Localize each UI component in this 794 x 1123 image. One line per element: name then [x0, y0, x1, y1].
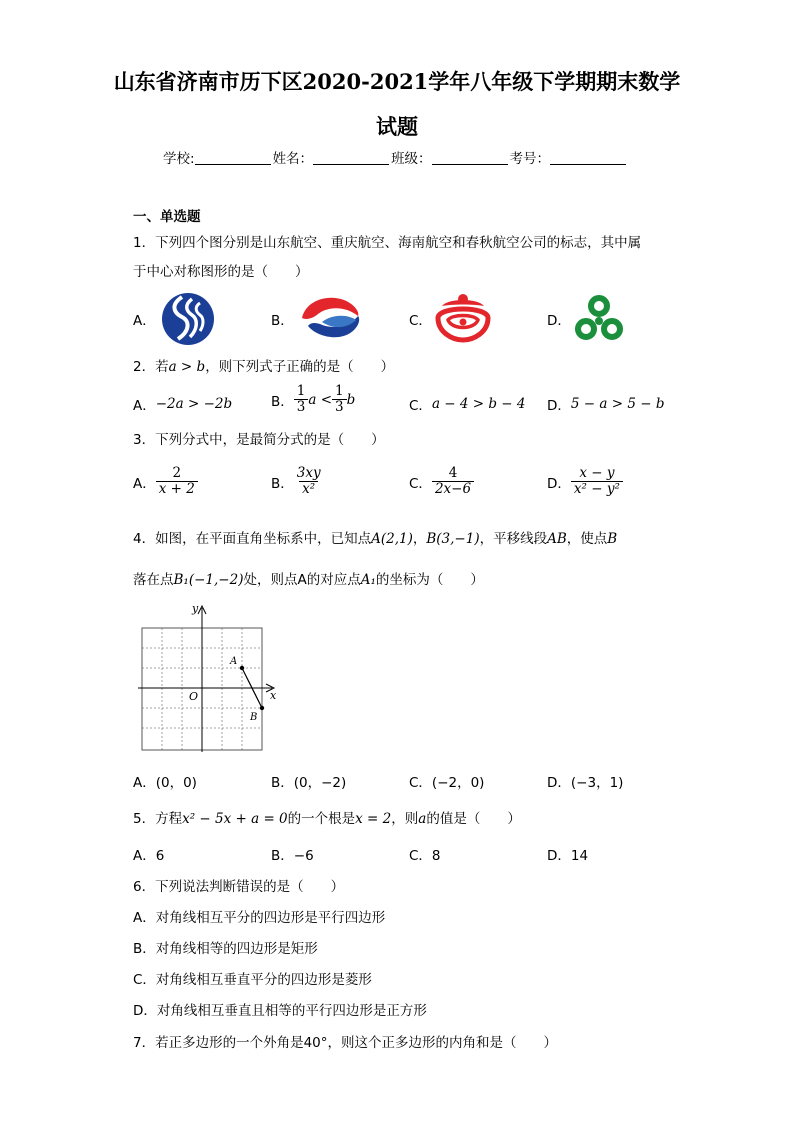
q4-segment: AB — [547, 531, 567, 547]
q2-option-b-label: B． — [271, 393, 294, 410]
q3-option-b[interactable] — [271, 466, 324, 497]
class-label: 班级： — [391, 151, 432, 167]
school-blank[interactable] — [195, 150, 271, 165]
q4-line1-post: ，使点 — [566, 531, 608, 547]
q1-option-b-label[interactable]: B． — [271, 313, 294, 329]
q3-c-frac — [432, 466, 474, 497]
q3-b-den: x² — [299, 481, 318, 497]
q4-line2-post: 的坐标为（ ） — [375, 572, 484, 588]
q4-stem-line1 — [133, 530, 617, 548]
q5-option-a[interactable]: A．6 — [133, 848, 165, 864]
q5-stem-pre: 5．方程 — [133, 811, 183, 827]
q2-option-d-expr: 5 − a > 5 − b — [570, 396, 665, 412]
q4-stem-line2 — [133, 571, 484, 589]
q3-option-d[interactable] — [547, 466, 623, 497]
q2-b-frac2-den: 3 — [332, 399, 347, 415]
q4-line1-mid: ，平移线段 — [479, 531, 548, 547]
q4-point-b-ref: B — [607, 531, 618, 547]
q4-b-label: B — [250, 712, 258, 723]
q1-stem-line1: 1．下列四个图分别是山东航空、重庆航空、海南航空和春秋航空公司的标志，其中属 — [133, 235, 642, 251]
q3-option-d-label: D． — [547, 475, 571, 492]
q3-b-num: 3xy — [296, 465, 321, 481]
q3-d-den: x² − y² — [571, 481, 623, 497]
q6-option-a[interactable]: A．对角线相互平分的四边形是平行四边形 — [133, 910, 386, 926]
q3-b-frac — [294, 466, 324, 497]
q4-option-c[interactable]: C．(−2，0) — [409, 775, 485, 791]
q3-c-den: 2x−6 — [432, 481, 474, 497]
q4-option-d[interactable]: D．(−3，1) — [547, 775, 624, 791]
q7-stem: 7．若正多边形的一个外角是40°，则这个正多边形的内角和是（ ） — [133, 1035, 558, 1051]
q2-option-b[interactable] — [271, 384, 355, 415]
q6-option-b[interactable]: B．对角线相等的四边形是矩形 — [133, 941, 318, 957]
q2-b-frac1 — [294, 384, 309, 415]
q2-option-d-label: D． — [547, 398, 571, 414]
q2-condition: a > b — [168, 359, 206, 375]
q2-option-c-label: C． — [409, 398, 432, 414]
q2-b-frac1-num: 1 — [296, 383, 306, 399]
section-heading: 一、单选题 — [133, 209, 201, 225]
q3-a-den: x + 2 — [156, 481, 198, 497]
q5-stem — [133, 810, 521, 828]
spring-airlines-logo — [572, 294, 626, 344]
q5-equation: x² − 5x + a = 0 — [182, 811, 288, 827]
q4-point-a1: A₁ — [360, 572, 376, 588]
q2-option-c[interactable] — [409, 394, 526, 414]
q6-option-c[interactable]: C．对角线相互垂直平分的四边形是菱形 — [133, 972, 372, 988]
q2-option-a-expr: −2a > −2b — [155, 396, 233, 412]
q2-stem-pre: 2．若 — [133, 359, 169, 375]
exam-number-blank[interactable] — [550, 150, 626, 165]
q5-root: x = 2 — [355, 811, 392, 827]
q4-coordinate-graph — [132, 600, 282, 756]
page-title-line1: 山东省济南市历下区2020-2021学年八年级下学期期末数学 — [113, 69, 681, 94]
q5-stem-mid: 的一个根是 — [287, 811, 356, 827]
q5-stem-mid2: ，则 — [391, 811, 419, 827]
q1-stem-line2: 于中心对称图形的是（ ） — [133, 264, 309, 280]
q1-option-d-label[interactable]: D． — [547, 313, 571, 329]
q4-line2-pre: 落在点 — [133, 572, 174, 588]
q4-option-b[interactable]: B．(0，−2) — [271, 775, 347, 791]
q5-option-d[interactable]: D．14 — [547, 848, 589, 864]
exam-number-label: 考号： — [509, 151, 551, 167]
class-blank[interactable] — [432, 150, 508, 165]
student-info-row — [163, 147, 628, 167]
q2-b-frac2 — [332, 384, 347, 415]
q4-line2-mid: 处，则点A的对应点 — [243, 572, 361, 588]
q3-d-frac — [571, 466, 623, 497]
q4-line1-pre: 4．如图，在平面直角坐标系中，已知点 — [133, 531, 372, 547]
q4-point-b: B(3,−1) — [426, 531, 480, 547]
q2-option-a[interactable] — [133, 394, 232, 414]
q6-stem: 6．下列说法判断错误的是（ ） — [133, 879, 345, 895]
q5-stem-post: 的值是（ ） — [426, 811, 521, 827]
q2-b-frac2-num: 1 — [335, 383, 344, 399]
q2-option-a-label: A． — [133, 398, 156, 414]
q4-point-b1: B₁(−1,−2) — [173, 572, 244, 588]
q4-a-label: A — [230, 656, 238, 667]
q6-option-d[interactable]: D．对角线相互垂直且相等的平行四边形是正方形 — [133, 1003, 427, 1019]
q2-option-d[interactable] — [547, 394, 664, 414]
q4-x-label: x — [270, 689, 277, 702]
q1-option-a-label[interactable]: A． — [133, 313, 156, 329]
q4-y-label: y — [192, 602, 199, 615]
q1-option-c-label[interactable]: C． — [409, 313, 432, 329]
q3-stem: 3．下列分式中，是最简分式的是（ ） — [133, 432, 385, 448]
q2-b-frac1-den: 3 — [294, 399, 309, 415]
q3-option-a-label: A． — [133, 475, 156, 492]
q2-stem — [133, 358, 394, 376]
q4-option-a[interactable]: A．(0，0) — [133, 775, 197, 791]
school-label: 学校: — [163, 151, 195, 167]
q4-sep: ， — [412, 531, 427, 547]
q5-option-b[interactable]: B．−6 — [271, 848, 314, 864]
page-title-line2: 试题 — [376, 114, 418, 139]
q3-option-b-label: B． — [271, 475, 294, 492]
q5-variable: a — [418, 811, 427, 827]
q4-point-a-dot — [240, 666, 244, 670]
q2-b-end: b — [346, 391, 356, 408]
q3-option-c-label: C． — [409, 475, 432, 492]
q4-origin-label: O — [189, 690, 199, 703]
q2-option-c-expr: a − 4 > b − 4 — [431, 396, 526, 412]
q3-a-num: 2 — [172, 465, 182, 481]
q3-d-num: x − y — [579, 465, 615, 481]
chongqing-airlines-logo — [298, 292, 364, 344]
q4-point-b-dot — [260, 706, 264, 710]
name-label: 姓名： — [272, 151, 314, 167]
q2-b-mid: a < — [308, 391, 333, 408]
name-blank[interactable] — [313, 150, 389, 165]
q4-point-a: A(2,1) — [371, 531, 413, 547]
q3-a-frac — [156, 466, 198, 497]
q5-option-c[interactable]: C．8 — [409, 848, 441, 864]
q3-c-num: 4 — [448, 465, 458, 481]
hainan-airlines-logo — [434, 292, 492, 344]
q2-stem-post: ，则下列式子正确的是（ ） — [205, 359, 395, 375]
shandong-airlines-logo — [160, 291, 216, 347]
q3-option-a[interactable] — [133, 466, 198, 497]
q3-option-c[interactable] — [409, 466, 474, 497]
